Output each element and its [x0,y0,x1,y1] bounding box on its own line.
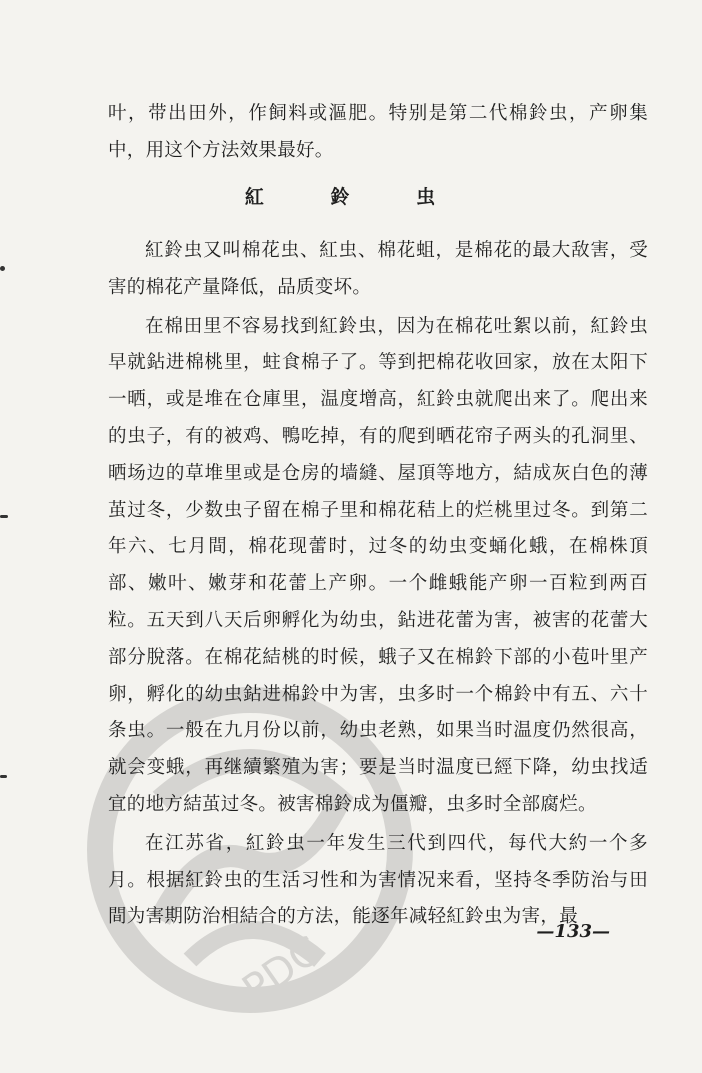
paragraph: 在江苏省，紅鈴虫一年发生三代到四代，每代大約一个多月。根据紅鈴虫的生活习性和为害情况来看，坚持冬季防治与田間为害期防治相結合的方法，能逐年减轻紅鈴虫为害，最 [108,832,648,928]
paragraph: 在棉田里不容易找到紅鈴虫，因为在棉花吐絮以前，紅鈴虫早就鉆进棉桃里，蛀食棉子了。等到把棉花收回家，放在太阳下一晒，或是堆在仓庫里，温度增高，紅鈴虫就爬出来了。爬出来的虫子，有的被鸡、鴨吃掉，有的爬到晒花帘子两头的孔洞里、晒场边的草堆里或是仓房的墙縫、屋頂等地方，結成灰白色的薄茧过冬，少数虫子留在棉子里和棉花秸上的烂桃里过冬。到第二年六、七月間，棉花现蕾时，过冬的幼虫变蛹化蛾，在棉株頂部、嫩叶、嫩芽和花蕾上产卵。一个雌蛾能产卵一百粒到两百粒。五天到八天后卵孵化为幼虫，鉆进花蕾为害，被害的花蕾大部分脫落。在棉花結桃的时候，蛾子又在棉鈴下部的小苞叶里产卵，孵化的幼虫鉆进棉鈴中为害，虫多时一个棉鈴中有五、六十条虫。一般在九月份以前，幼虫老熟，如果当时温度仍然很高，就会变蛾，再继續繁殖为害；要是当时温度已經下降，幼虫找适宜的地方結茧过冬。被害棉鈴成为僵瓣，虫多时全部腐烂。 [108,315,648,815]
intro-paragraph: 叶，带出田外，作飼料或漚肥。特别是第二代棉鈴虫，产卵集中，用这个方法效果最好。 [108,103,648,161]
margin-speck [0,775,7,778]
body-text [108,233,648,938]
page-number: —133— [536,921,610,942]
section-heading: 紅 鈴 虫 [244,186,466,208]
paragraph: 紅鈴虫又叫棉花虫、紅虫、棉花蛆，是棉花的最大敌害，受害的棉花产量降低，品质变坏。 [108,240,648,298]
margin-speck [0,266,5,271]
margin-speck [0,515,8,518]
svg-text:PDG: PDG [234,926,332,1014]
